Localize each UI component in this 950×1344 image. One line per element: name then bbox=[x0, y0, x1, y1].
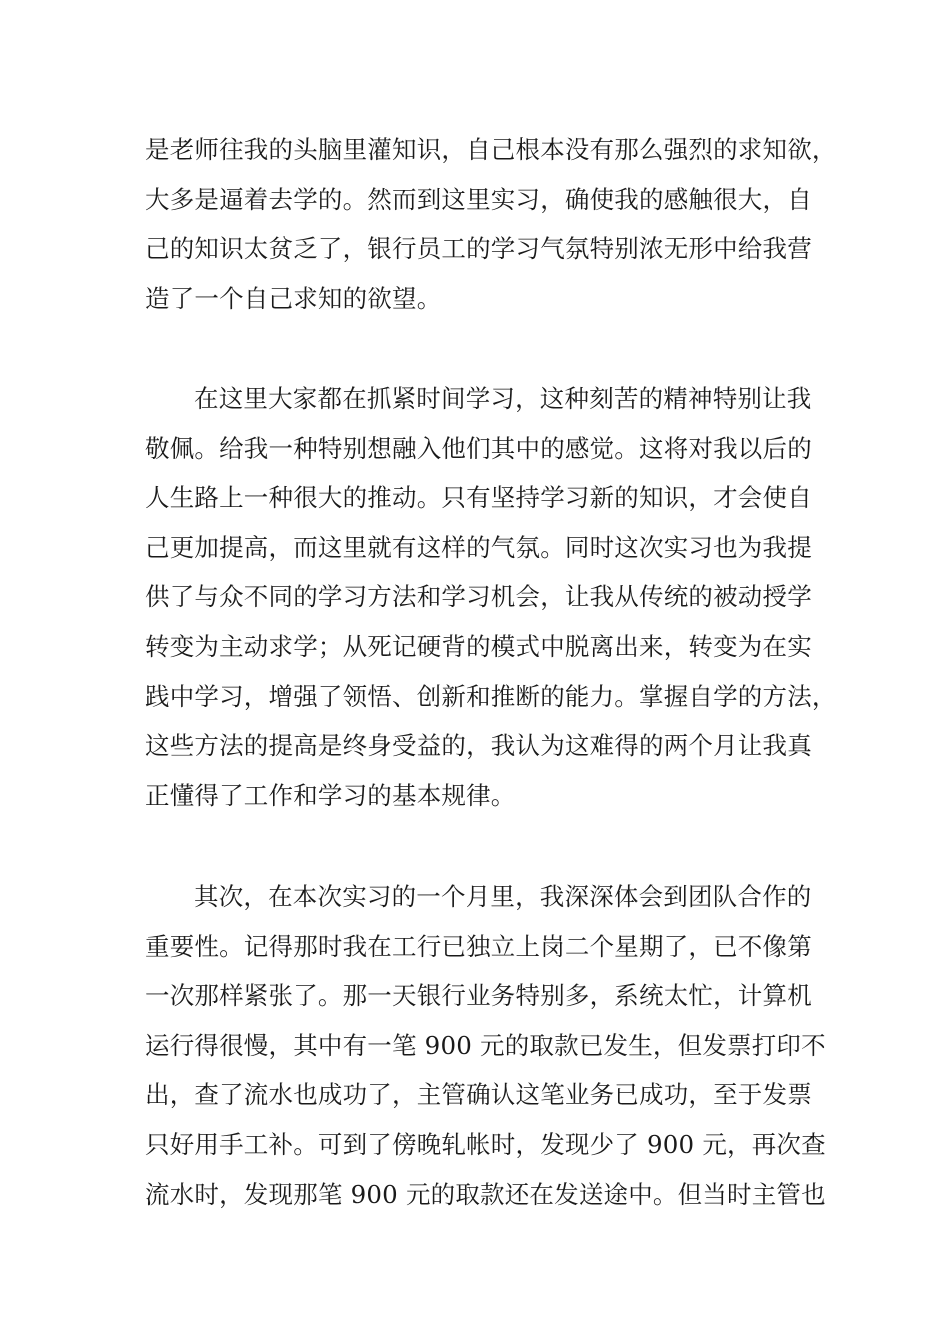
text-line: 己的知识太贫乏了，银行员工的学习气氛特别浓无形中给我营 bbox=[145, 234, 812, 264]
text-line: 这些方法的提高是终身受益的，我认为这难得的两个月让我真 bbox=[145, 731, 812, 761]
text-line: 运行得很慢，其中有一笔 900 元的取款已发生，但发票打印不 bbox=[145, 1030, 826, 1060]
text-line: 大多是逼着去学的。然而到这里实习，确使我的感触很大，自 bbox=[145, 184, 812, 214]
text-line: 敬佩。给我一种特别想融入他们其中的感觉。这将对我以后的 bbox=[145, 433, 812, 463]
text-line: 人生路上一种很大的推动。只有坚持学习新的知识，才会使自 bbox=[145, 483, 812, 513]
text-line: 重要性。记得那时我在工行已独立上岗二个星期了，已不像第 bbox=[145, 931, 812, 961]
text-line: 己更加提高，而这里就有这样的气氛。同时这次实习也为我提 bbox=[145, 532, 812, 562]
paragraph-2 bbox=[145, 374, 835, 820]
text-line: 正懂得了工作和学习的基本规律。 bbox=[145, 780, 516, 810]
paragraph-3 bbox=[145, 872, 835, 1219]
text-line: 流水时，发现那笔 900 元的取款还在发送途中。但当时主管也 bbox=[145, 1179, 826, 1209]
text-line: 出，查了流水也成功了，主管确认这笔业务已成功，至于发票 bbox=[145, 1080, 812, 1110]
text-line: 其次，在本次实习的一个月里，我深深体会到团队合作的 bbox=[194, 882, 812, 911]
text-line: 践中学习，增强了领悟、创新和推断的能力。掌握自学的方法， bbox=[145, 681, 837, 711]
text-line: 一次那样紧张了。那一天银行业务特别多，系统太忙，计算机 bbox=[145, 981, 812, 1011]
text-line: 是老师往我的头脑里灌知识，自己根本没有那么强烈的求知欲， bbox=[145, 135, 837, 164]
paragraph-1 bbox=[145, 125, 835, 323]
text-line: 供了与众不同的学习方法和学习机会，让我从传统的被动授学 bbox=[145, 582, 812, 612]
text-line: 转变为主动求学；从死记硬背的模式中脱离出来，转变为在实 bbox=[145, 631, 812, 661]
text-line: 在这里大家都在抓紧时间学习，这种刻苦的精神特别让我 bbox=[194, 384, 812, 413]
text-line: 造了一个自己求知的欲望。 bbox=[145, 283, 442, 313]
text-line: 只好用手工补。可到了傍晚轧帐时，发现少了 900 元，再次查 bbox=[145, 1129, 826, 1159]
